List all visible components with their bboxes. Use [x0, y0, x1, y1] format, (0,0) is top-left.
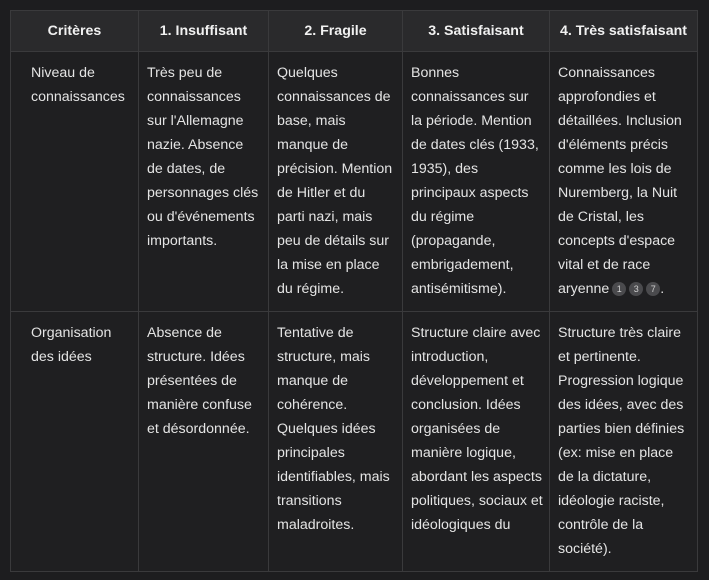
citation-badge[interactable]: 7 [646, 282, 660, 296]
level-2-cell: Quelques connaissances de base, mais manque de précision. Mention de Hitler et du parti nazi, mais peu de détails sur la mise en place du régime. [269, 52, 403, 312]
header-level-3: 3. Satisfaisant [403, 11, 550, 52]
header-row [11, 11, 698, 52]
level-3-cell: Structure claire avec introduction, développement et conclusion. Idées organisées de manière logique, abordant les aspects politiques, sociaux et idéologiques du [403, 312, 550, 572]
table-header [11, 11, 698, 52]
level-4-cell [550, 52, 698, 312]
citation-badge[interactable]: 3 [629, 282, 643, 296]
header-criteria: Critères [11, 11, 139, 52]
table-row [11, 312, 698, 572]
level-3-cell: Bonnes connaissances sur la période. Mention de dates clés (1933, 1935), des principaux aspects du régime (propagande, embrigadement, antisémitisme). [403, 52, 550, 312]
evaluation-rubric-table [10, 10, 698, 572]
level-4-text: Connaissances approfondies et détaillées. Inclusion d'éléments précis comme les lois de Nuremberg, la Nuit de Cristal, les concepts d'espace vital et de race aryenne [558, 65, 682, 297]
criterion-cell: Organisation des idées [11, 312, 139, 572]
citation-badge[interactable]: 1 [612, 282, 626, 296]
level-4-suffix: . [660, 281, 665, 297]
level-1-cell: Très peu de connaissances sur l'Allemagne nazie. Absence de dates, de personnages clés ou d'événements importants. [139, 52, 269, 312]
level-4-cell: Structure très claire et pertinente. Progression logique des idées, avec des parties bien définies (ex: mise en place de la dictature, idéologie raciste, contrôle de la société). [550, 312, 698, 572]
header-level-4: 4. Très satisfaisant [550, 11, 698, 52]
header-level-1: 1. Insuffisant [139, 11, 269, 52]
criterion-cell: Niveau de connaissances [11, 52, 139, 312]
level-2-cell: Tentative de structure, mais manque de cohérence. Quelques idées principales identifiables, mais transitions maladroites. [269, 312, 403, 572]
table-row [11, 52, 698, 312]
level-1-cell: Absence de structure. Idées présentées de manière confuse et désordonnée. [139, 312, 269, 572]
table-body [11, 52, 698, 572]
header-level-2: 2. Fragile [269, 11, 403, 52]
